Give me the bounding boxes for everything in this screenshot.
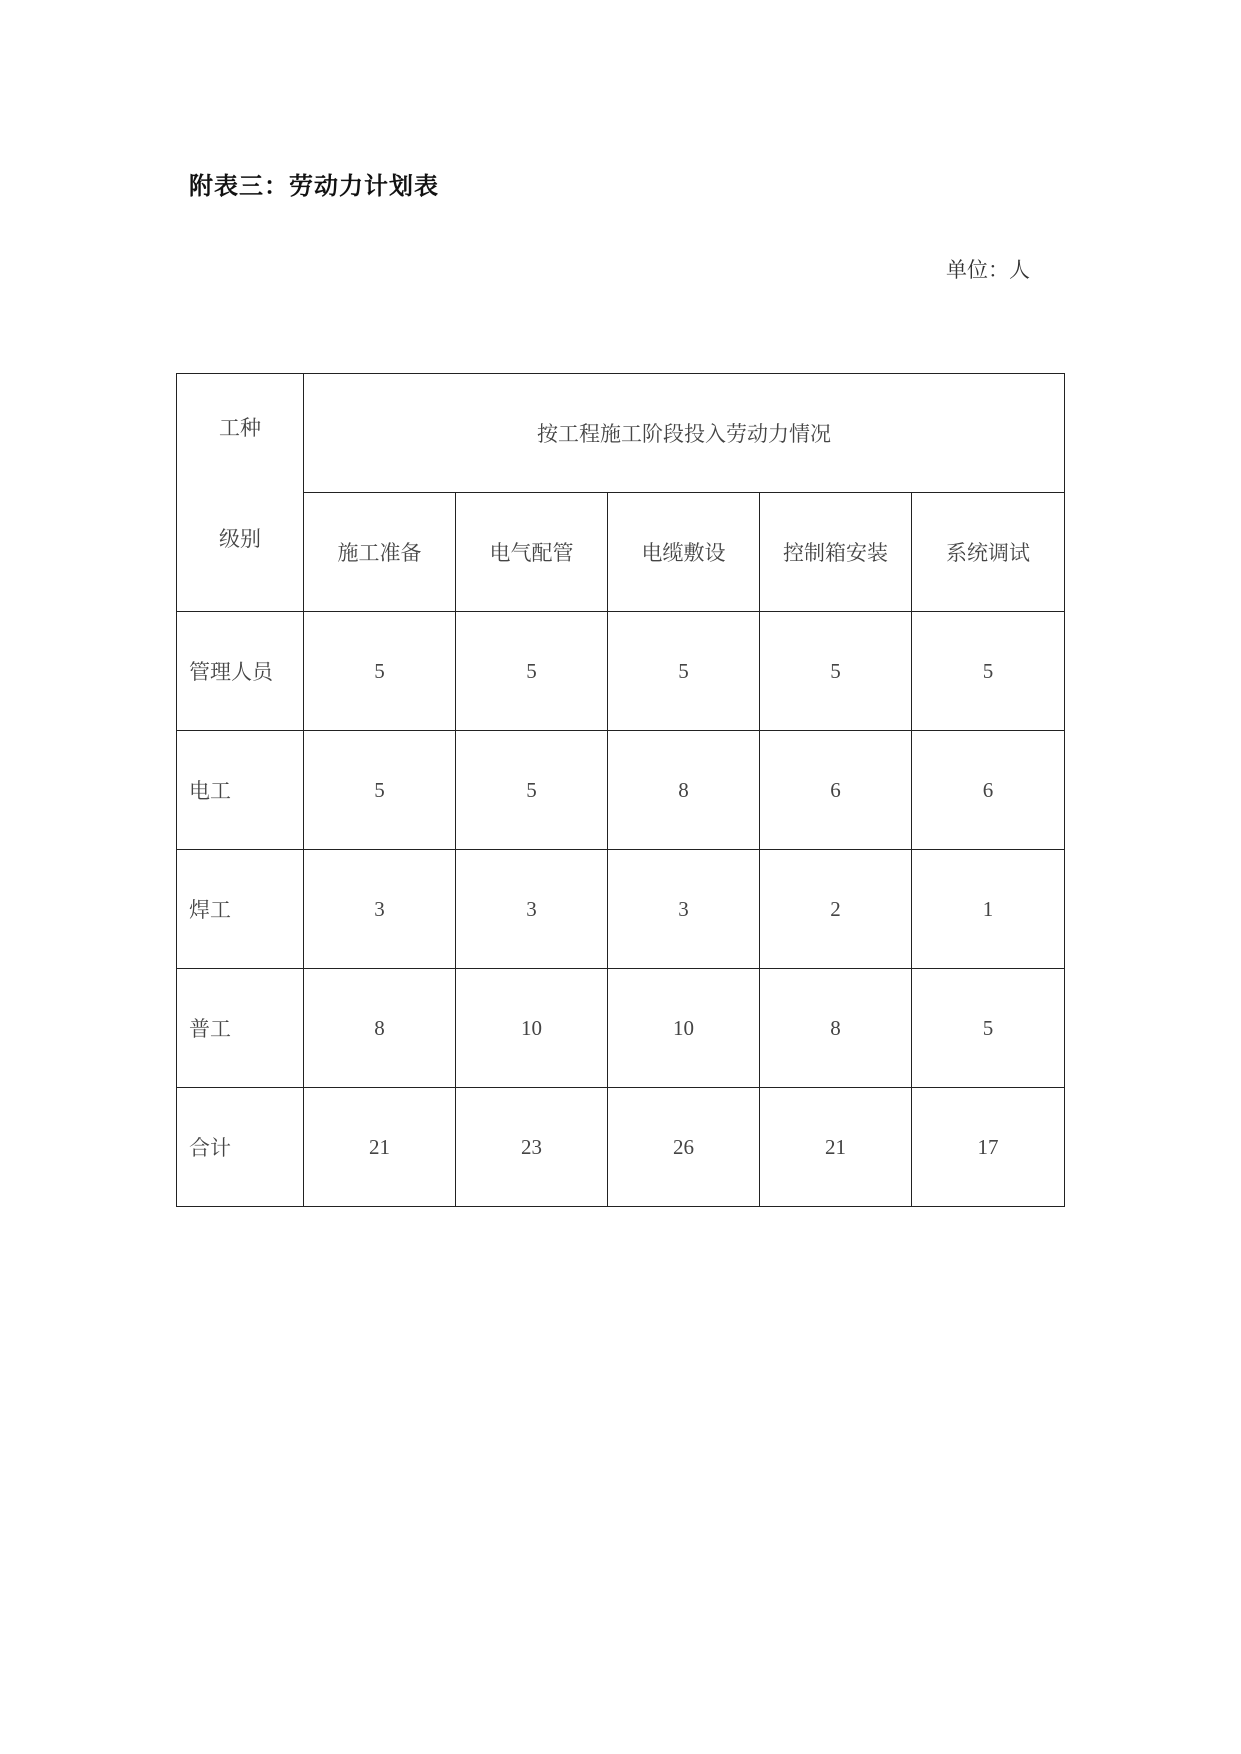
table-cell: 5 — [456, 612, 608, 731]
table-cell: 5 — [912, 969, 1065, 1088]
table-cell: 1 — [912, 850, 1065, 969]
row-label: 管理人员 — [177, 612, 304, 731]
table-cell: 3 — [304, 850, 456, 969]
table-cell: 5 — [456, 731, 608, 850]
corner-bottom-label: 级别 — [219, 527, 261, 551]
row-label: 焊工 — [177, 850, 304, 969]
column-header: 系统调试 — [912, 493, 1065, 612]
table-cell: 3 — [608, 850, 760, 969]
table-cell: 26 — [608, 1088, 760, 1207]
page-title: 附表三：劳动力计划表 — [189, 172, 439, 200]
corner-header-cell — [177, 374, 304, 612]
column-header: 控制箱安装 — [760, 493, 912, 612]
table-cell: 8 — [304, 969, 456, 1088]
table-cell: 8 — [608, 731, 760, 850]
table-row-total — [177, 1088, 1065, 1207]
table-cell: 6 — [760, 731, 912, 850]
table-cell: 2 — [760, 850, 912, 969]
table-cell: 23 — [456, 1088, 608, 1207]
group-header: 按工程施工阶段投入劳动力情况 — [304, 374, 1065, 493]
column-header: 施工准备 — [304, 493, 456, 612]
table-cell: 21 — [760, 1088, 912, 1207]
table-row — [177, 731, 1065, 850]
column-header-row — [177, 493, 1065, 612]
table-row — [177, 969, 1065, 1088]
table-cell: 5 — [304, 612, 456, 731]
table-cell: 10 — [608, 969, 760, 1088]
labor-plan-table — [176, 373, 1065, 1207]
column-header: 电气配管 — [456, 493, 608, 612]
table-cell: 5 — [608, 612, 760, 731]
table-cell: 21 — [304, 1088, 456, 1207]
unit-note: 单位：人 — [946, 258, 1030, 282]
table-cell: 3 — [456, 850, 608, 969]
table-cell: 5 — [760, 612, 912, 731]
table-header-row — [177, 374, 1065, 493]
corner-top-label: 工种 — [219, 416, 261, 440]
row-label: 普工 — [177, 969, 304, 1088]
table-row — [177, 850, 1065, 969]
row-label: 合计 — [177, 1088, 304, 1207]
table-row — [177, 612, 1065, 731]
table-cell: 5 — [912, 612, 1065, 731]
table-cell: 17 — [912, 1088, 1065, 1207]
table-cell: 5 — [304, 731, 456, 850]
table-cell: 10 — [456, 969, 608, 1088]
table-cell: 8 — [760, 969, 912, 1088]
row-label: 电工 — [177, 731, 304, 850]
table-cell: 6 — [912, 731, 1065, 850]
column-header: 电缆敷设 — [608, 493, 760, 612]
